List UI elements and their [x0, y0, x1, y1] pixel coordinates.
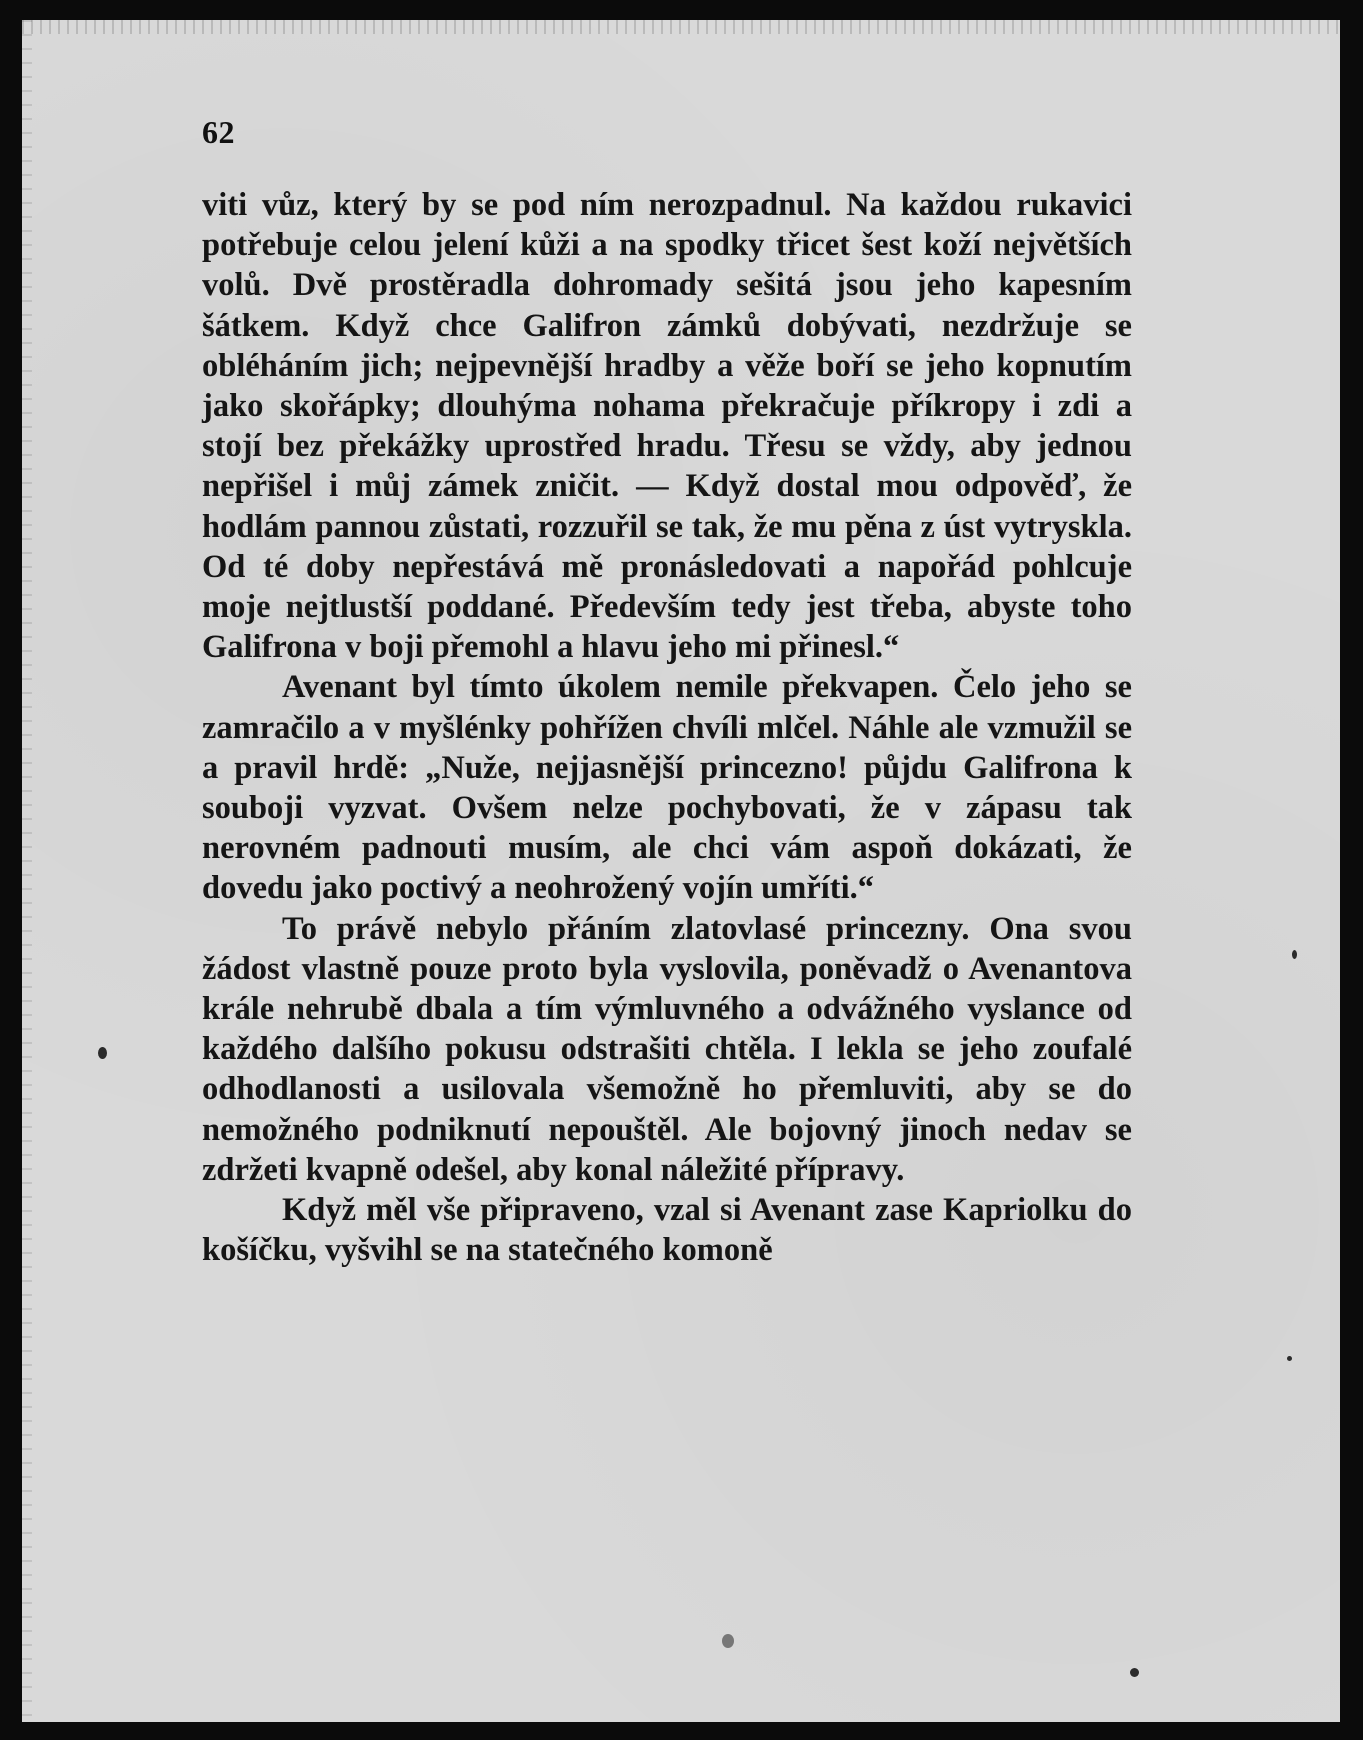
body-text: [202, 185, 1132, 1270]
scan-margin-noise: [22, 20, 32, 1722]
ink-speck: [98, 1047, 107, 1059]
ink-speck: [1130, 1668, 1139, 1677]
scan-edge-noise: [22, 20, 1340, 34]
ink-speck: [1287, 1356, 1292, 1361]
ink-speck: [1292, 950, 1297, 959]
paragraph-2: Avenant byl tímto úkolem nemile překvapen. Čelo jeho se zamračilo a v myšlénky pohřížen chvíli mlčel. Náhle ale vzmužil se a pravil hrdě: „Nuže, nejjasnější princezno! půjdu Galifrona k souboji vyzvat. Ovšem nelze pochybovati, že v zápasu tak nerovném padnouti musím, ale chci vám aspoň dokázati, že dovedu jako poctivý a neohrožený vojín umříti.“: [202, 669, 1132, 907]
book-page: [22, 20, 1340, 1722]
ink-speck: [722, 1634, 734, 1648]
paragraph-4: Když měl vše připraveno, vzal si Avenant zase Kapriolku do košíčku, vyšvihl se na statečného komoně: [202, 1192, 1132, 1269]
page-number: 62: [202, 114, 235, 150]
paragraph-3: To právě nebylo přáním zlatovlasé princezny. Ona svou žádost vlastně pouze proto byla vyslovila, poněvadž o Avenantova krále nehrubě dbala a tím výmluvného a odvážného vyslance od každého dalšího pokusu odstrašiti chtěla. I lekla se jeho zoufalé odhodlanosti a usilovala všemožně ho přemluviti, aby se do nemožného podniknutí nepouštěl. Ale bojovný jinoch nedav se zdržeti kvapně odešel, aby konal náležité přípravy.: [202, 910, 1132, 1188]
paragraph-1: viti vůz, který by se pod ním nerozpadnul. Na každou rukavici potřebuje celou jelení kůži a na spodky třicet šest koží největších volů. Dvě prostěradla dohromady sešitá jsou jeho kapesním šátkem. Když chce Galifron zámků dobývati, nezdržuje se obléháním jich; nejpevnější hradby a věže boří se jeho kopnutím jako skořápky; dlouhýma nohama překračuje příkropy i zdi a stojí bez překážky uprostřed hradu. Třesu se vždy, aby jednou nepřišel i můj zámek zničit. — Když dostal mou odpověď, že hodlám pannou zůstati, rozzuřil se tak, že mu pěna z úst vytryskla. Od té doby nepřestává mě pronásledovati a napořád pohlcuje moje nejtlustší poddané. Především tedy jest třeba, abyste toho Galifrona v boji přemohl a hlavu jeho mi přinesl.“: [202, 187, 1132, 666]
